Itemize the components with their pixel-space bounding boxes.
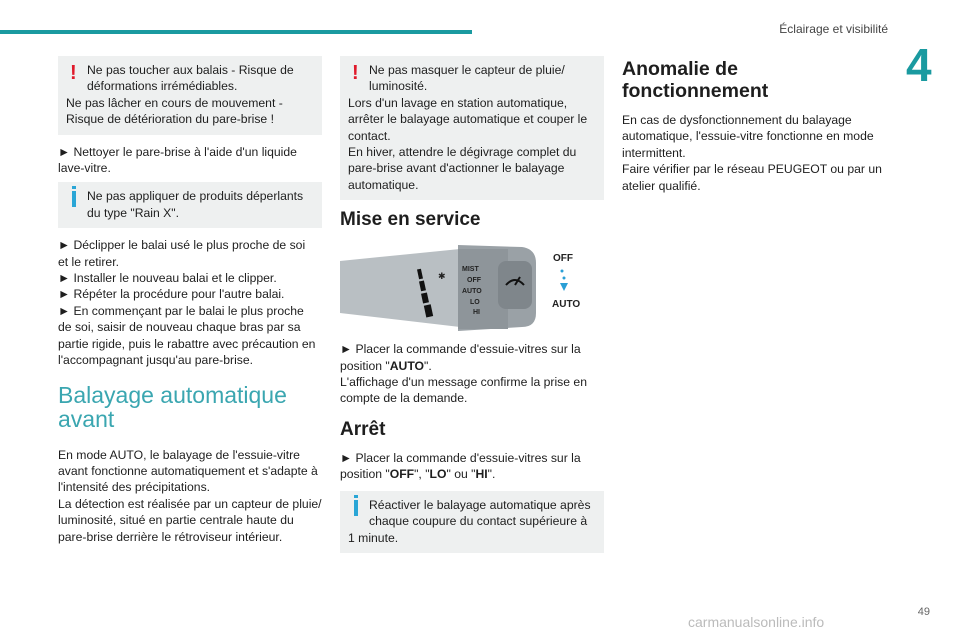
svg-text:OFF: OFF: [553, 253, 573, 265]
info-icon: [72, 186, 76, 189]
column-3: [622, 56, 886, 200]
svg-text:✱: ✱: [438, 271, 446, 282]
info-box-2: Réactiver le balayage automatique après chaque coupure du contact supérieure à 1 minute.: [340, 491, 604, 553]
heading-mise-en-service: Mise en service: [340, 209, 481, 231]
replacement-steps: ► Déclipper le balai usé le plus proche de soi et le retirer. ► Installer le nouveau balai et le clipper. ► Répéter la procédure pour l'autre balai. ► En commençant par le balai le plus proche de soi, saisir de nouveau chaque bras par sa partie rigide, puis le rabattre avec précaution en l'accompagnant jusqu'au pare-brise.: [58, 238, 316, 368]
warning-icon: !: [352, 62, 359, 84]
watermark: carmanualsonline.info: [688, 614, 825, 630]
heading-arret: Arrêt: [340, 418, 386, 440]
column-2: [340, 56, 604, 562]
svg-text:LO: LO: [470, 299, 480, 307]
heading-anomalie: Anomalie de fonctionnement: [622, 58, 769, 102]
svg-text:HI: HI: [473, 309, 480, 317]
warning-box-2: ! Ne pas masquer le capteur de pluie/ luminosité. Lors d'un lavage en station automatique, arrêter le balayage automatique et couper le contact. En hiver, attendre le dégivrage complet du pare-brise avant d'actionner le balayage automatique.: [340, 56, 604, 200]
chapter-number: 4: [906, 39, 932, 91]
svg-text:OFF: OFF: [467, 277, 481, 285]
page-number: 49: [917, 606, 930, 618]
column-1: ! Ne pas toucher aux balais - Risque de déformations irrémédiables. Ne pas lâcher en cours de mouvement - Risque de détérioration du pare-brise ! ► Nettoyer le pare-brise à l'aide d'un liquide lave-vitre. Ne pas appliquer de produits déperlants du type "Rain X". ► Déclipper le balai usé le plus proche de soi et le retirer. ► Installer le nouveau balai et le clipper. ► Répéter la procédure pour l'autre balai. ► En commençant par le balai le plus proche de soi, saisir de nouveau chaque bras par sa partie rigide, puis le rabattre avec précaution en l'accompagnant jusqu'au pare-brise. Balayage automatique avant En mode AUTO, le balayage de l'essuie-vitre avant fonctionne automatiquement et s'adapte à l'intensité des précipitations. La détection est réalisée par un capteur de pluie/ luminosité, situé en partie centrale haute du pare-brise derrière le rétroviseur intérieur.: [58, 56, 322, 551]
info-icon: [354, 495, 358, 498]
svg-text:MIST: MIST: [462, 266, 479, 274]
mise-steps: ► Placer la commande d'essuie-vitres sur la position "AUTO". L'affichage d'un message confirme la prise en compte de la demande.: [340, 342, 587, 406]
header-accent-bar: [0, 30, 472, 34]
auto-wipe-paragraph: En mode AUTO, le balayage de l'essuie-vitre avant fonctionne automatiquement et s'adapte à l'intensité des précipitations. La détection est réalisée par un capteur de pluie/ luminosité, situé en partie centrale haute du pare-brise derrière le rétroviseur intérieur.: [58, 447, 322, 544]
info-box-1: Ne pas appliquer de produits déperlants du type "Rain X".: [58, 182, 322, 228]
anomalie-paragraph: En cas de dysfonctionnement du balayage automatique, l'essuie-vitre fonctionne en mode intermittent. Faire vérifier par le réseau PEUGEOT ou par un atelier qualifié.: [622, 113, 882, 193]
svg-text:AUTO: AUTO: [462, 288, 482, 296]
arret-steps: ► Placer la commande d'essuie-vitres sur la position "OFF", "LO" ou "HI".: [340, 450, 581, 482]
warning-box-1: ! Ne pas toucher aux balais - Risque de déformations irrémédiables. Ne pas lâcher en cours de mouvement - Risque de détérioration du pare-brise !: [58, 56, 322, 135]
warning-icon: !: [70, 62, 77, 84]
section-title: Éclairage et visibilité: [779, 22, 888, 36]
heading-auto-wipe: Balayage automatique avant: [58, 381, 287, 432]
wiper-stalk-illustration: [340, 241, 604, 333]
svg-text:AUTO: AUTO: [552, 299, 581, 311]
